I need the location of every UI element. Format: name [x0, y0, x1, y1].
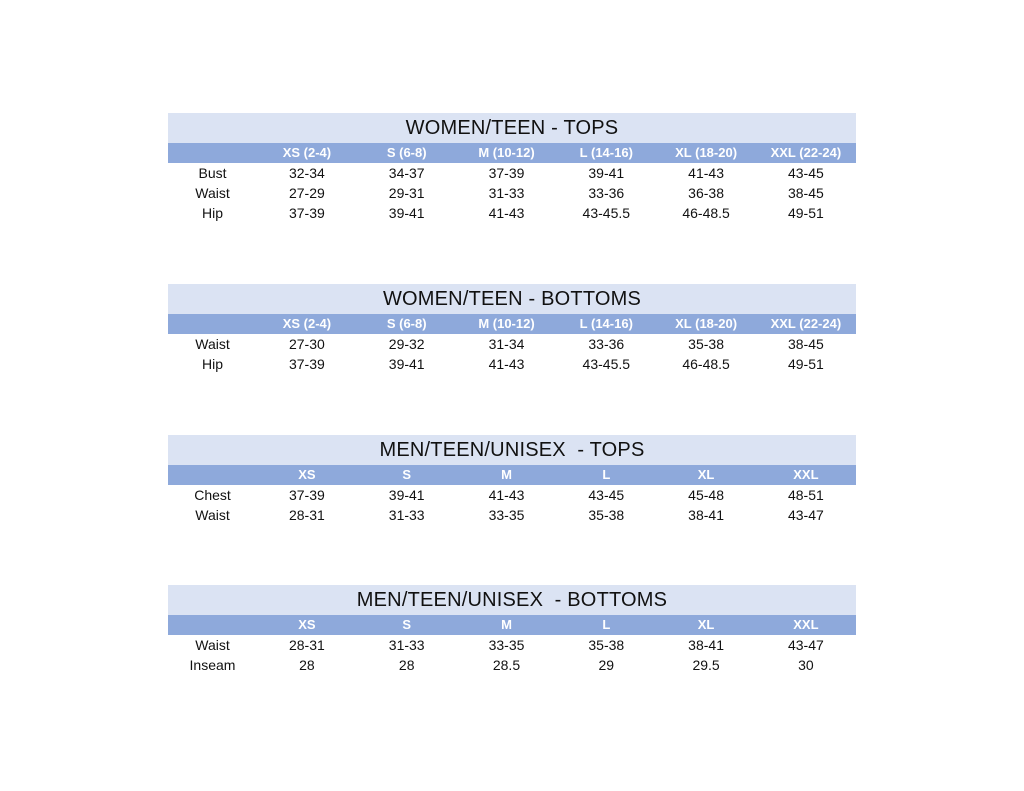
size-header: S	[402, 617, 412, 632]
cell: 38-45	[787, 336, 824, 352]
size-header: XL	[697, 617, 715, 632]
size-header: M (10-12)	[478, 145, 535, 160]
row-label: Hip	[201, 356, 223, 372]
size-header: M (10-12)	[478, 316, 535, 331]
cell: 38-41	[688, 637, 724, 653]
cell: 35-38	[588, 507, 625, 523]
cell: 33-36	[588, 336, 625, 352]
cell: 43-45	[588, 487, 625, 503]
cell: 30	[798, 657, 814, 673]
cell: 28.5	[492, 657, 521, 673]
cell: 43-47	[787, 637, 824, 653]
size-header: XXL (22-24)	[770, 316, 842, 331]
size-header: XS	[298, 467, 316, 482]
cell: 38-45	[787, 185, 824, 201]
size-header: XXL (22-24)	[770, 145, 842, 160]
cell: 33-36	[588, 185, 625, 201]
cell: 43-45.5	[582, 356, 631, 372]
cell: 43-45.5	[582, 205, 631, 221]
cell: 37-39	[288, 487, 325, 503]
cell: 31-33	[388, 507, 425, 523]
table-row	[168, 635, 856, 655]
cell: 49-51	[787, 356, 824, 372]
row-label: Bust	[198, 165, 227, 181]
cell: 48-51	[787, 487, 824, 503]
cell: 37-39	[288, 356, 325, 372]
size-header: XXL	[793, 617, 819, 632]
cell: 29-31	[388, 185, 425, 201]
table-row	[168, 183, 856, 203]
cell: 29.5	[692, 657, 720, 673]
cell: 37-39	[488, 165, 525, 181]
table-row	[168, 334, 856, 354]
table-row	[168, 163, 856, 183]
cell: 35-38	[588, 637, 625, 653]
men-teen-unisex-tops-table	[168, 435, 856, 525]
size-header-row	[168, 143, 856, 163]
row-label: Waist	[195, 637, 230, 653]
table-row	[168, 485, 856, 505]
size-header: L (14-16)	[579, 316, 633, 331]
cell: 43-47	[787, 507, 824, 523]
size-header: S (6-8)	[386, 145, 427, 160]
cell: 29	[598, 657, 615, 673]
table-row	[168, 655, 856, 675]
row-label: Waist	[195, 336, 230, 352]
cell: 49-51	[787, 205, 824, 221]
size-header-row	[168, 615, 856, 635]
cell: 36-38	[688, 185, 724, 201]
row-label: Hip	[201, 205, 223, 221]
size-header: L	[602, 617, 611, 632]
size-header-row	[168, 465, 856, 485]
women-teen-tops-table	[168, 113, 856, 223]
size-header: M	[501, 617, 512, 632]
cell: 39-41	[588, 165, 625, 181]
size-header: XXL	[793, 467, 819, 482]
table-title: WOMEN/TEEN - TOPS	[168, 113, 856, 143]
size-header: S (6-8)	[386, 316, 427, 331]
cell: 28	[398, 657, 415, 673]
cell: 35-38	[688, 336, 724, 352]
cell: 46-48.5	[682, 205, 730, 221]
cell: 46-48.5	[682, 356, 730, 372]
size-header: M	[501, 467, 512, 482]
cell: 41-43	[488, 487, 525, 503]
cell: 28-31	[288, 637, 325, 653]
cell: 41-43	[488, 356, 525, 372]
size-header: XS	[298, 617, 316, 632]
size-header: XS (2-4)	[282, 145, 332, 160]
size-header: XS (2-4)	[282, 316, 332, 331]
size-header: XL (18-20)	[675, 316, 738, 331]
row-label: Chest	[194, 487, 231, 503]
table-row	[168, 505, 856, 525]
row-label: Waist	[195, 185, 230, 201]
cell: 39-41	[388, 205, 425, 221]
cell: 28-31	[288, 507, 325, 523]
cell: 28	[299, 657, 315, 673]
size-header: L	[602, 467, 611, 482]
table-row	[168, 354, 856, 374]
table-title: MEN/TEEN/UNISEX - TOPS	[168, 435, 856, 465]
cell: 27-29	[288, 185, 325, 201]
men-teen-unisex-bottoms-table	[168, 585, 856, 675]
cell: 32-34	[288, 165, 325, 181]
cell: 39-41	[388, 356, 425, 372]
table-row	[168, 203, 856, 223]
cell: 31-34	[488, 336, 525, 352]
cell: 33-35	[488, 507, 525, 523]
cell: 29-32	[388, 336, 425, 352]
cell: 31-33	[388, 637, 425, 653]
size-header: XL	[697, 467, 715, 482]
size-header-row	[168, 314, 856, 334]
cell: 31-33	[488, 185, 525, 201]
cell: 33-35	[488, 637, 525, 653]
size-header: S	[402, 467, 412, 482]
women-teen-bottoms-table	[168, 284, 856, 374]
cell: 27-30	[288, 336, 325, 352]
cell: 39-41	[388, 487, 425, 503]
cell: 41-43	[688, 165, 724, 181]
row-label: Inseam	[189, 657, 236, 673]
cell: 37-39	[288, 205, 325, 221]
row-label: Waist	[195, 507, 230, 523]
size-header: L (14-16)	[579, 145, 633, 160]
cell: 38-41	[688, 507, 724, 523]
size-header: XL (18-20)	[675, 145, 738, 160]
cell: 45-48	[688, 487, 724, 503]
cell: 34-37	[388, 165, 425, 181]
table-title: WOMEN/TEEN - BOTTOMS	[168, 284, 856, 314]
table-title: MEN/TEEN/UNISEX - BOTTOMS	[168, 585, 856, 615]
cell: 41-43	[488, 205, 525, 221]
cell: 43-45	[787, 165, 824, 181]
